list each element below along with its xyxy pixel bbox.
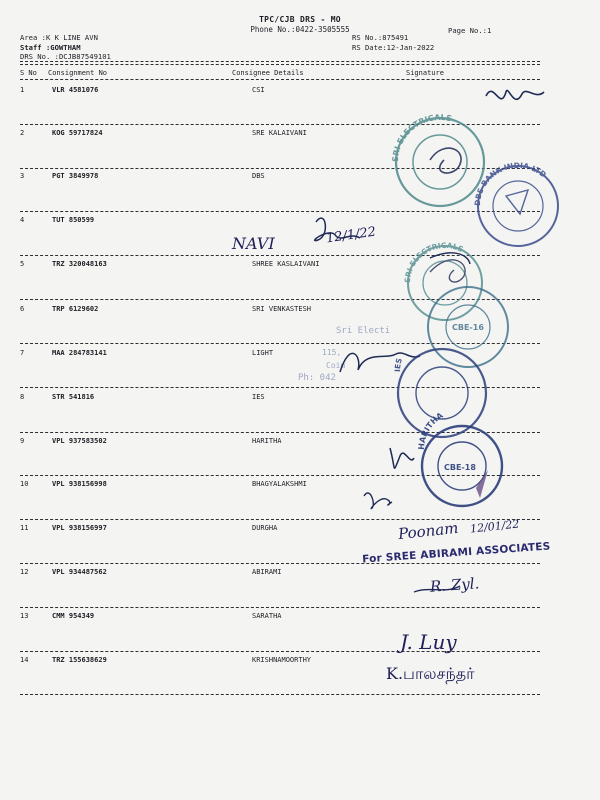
- stamp-text-electricals: SRI ELECTRICALS: [390, 112, 453, 163]
- rs-number-field: RS No.:875491: [352, 33, 409, 42]
- rs-date-field: RS Date:12-Jan-2022: [352, 42, 435, 52]
- row-consignment-number: VPL 938156998: [52, 480, 107, 488]
- bank-stamp: [473, 161, 558, 246]
- row-divider: [20, 343, 540, 344]
- row-divider: [20, 475, 540, 476]
- row-consignment-number: VPL 934487562: [52, 568, 107, 576]
- row-consignment-number: TRZ 155638629: [52, 656, 107, 664]
- svg-text:IES: IES: [392, 357, 404, 373]
- header-divider: [20, 61, 540, 62]
- row-divider: [20, 651, 540, 652]
- svg-text:115,: 115,: [322, 348, 342, 357]
- row-divider: [20, 299, 540, 300]
- stamp-text-haritha: HARITHA: [416, 410, 445, 451]
- sheet-title: TPC/CJB DRS - MO: [259, 15, 341, 24]
- row12-signature: R. Zyl.: [429, 574, 480, 596]
- area-field: Area :K K LINE AVN: [20, 33, 98, 42]
- row9-signature-mark: [390, 448, 414, 468]
- row-consignment-number: VPL 937583502: [52, 437, 107, 445]
- row-serial-number: 12: [20, 568, 29, 576]
- svg-text:Coim: Coim: [326, 361, 346, 370]
- row-consignee-name: KRISHNAMOORTHY: [252, 656, 312, 664]
- row-serial-number: 3: [20, 172, 25, 180]
- row-consignee-name: DBS: [252, 172, 265, 180]
- row-consignment-number: VPL 938156997: [52, 524, 107, 532]
- column-consignee: Consignee Details: [232, 69, 304, 77]
- row-serial-number: 13: [20, 612, 29, 620]
- sri-electricals-stamp-2: [403, 241, 482, 320]
- row-serial-number: 6: [20, 305, 25, 313]
- row-serial-number: 10: [20, 480, 29, 488]
- row-divider: [20, 124, 540, 125]
- row-divider: [20, 563, 540, 564]
- row-consignee-name: DURGHA: [252, 524, 278, 532]
- ies-stamp: [393, 349, 486, 437]
- svg-text:SRI ELECTRICALS: [391, 113, 453, 162]
- row-consignment-number: TRP 6129602: [52, 305, 99, 313]
- column-divider: [20, 79, 540, 80]
- row-consignee-name: SARATHA: [252, 612, 282, 620]
- row-serial-number: 8: [20, 393, 25, 401]
- row-divider: [20, 694, 540, 695]
- stamp-text-bank: DBS BANK INDIA LTD: [472, 160, 548, 207]
- row-serial-number: 14: [20, 656, 29, 664]
- row-consignment-number: MAA 284783141: [52, 349, 107, 357]
- row10-signature: [364, 493, 392, 509]
- page-number: Page No.:1: [448, 26, 492, 35]
- staff-field: [20, 43, 111, 53]
- abirami-associates-stamp: For SREE ABIRAMI ASSOCIATES: [361, 540, 551, 566]
- row-divider: [20, 519, 540, 520]
- row-consignment-number: KOG 59717824: [52, 129, 103, 137]
- row-serial-number: 7: [20, 349, 25, 357]
- row-consignee-name: HARITHA: [252, 437, 282, 445]
- row-divider: [20, 387, 540, 388]
- svg-text:Sri Electi: Sri Electi: [336, 326, 391, 336]
- row-serial-number: 5: [20, 260, 25, 268]
- row-divider: [20, 211, 540, 212]
- row11-date: 12/01/22: [469, 517, 520, 536]
- staff-value: Staff :GOWTHAM: [20, 42, 81, 52]
- svg-text:SRI ELECTRICALS: SRI ELECTRICALS: [402, 240, 465, 284]
- row-consignee-name: ABIRAMI: [252, 568, 282, 576]
- stamp-text-cbe-round: CBE-16: [452, 323, 484, 332]
- row-consignee-name: SHREE KASLAIVANI: [252, 260, 320, 268]
- row-consignee-name: LIGHT: [252, 349, 274, 357]
- row-divider: [20, 168, 540, 169]
- row-serial-number: 2: [20, 129, 25, 137]
- sri-electricals-stamp-1: [391, 113, 484, 206]
- column-consignment: Consignment No: [48, 69, 108, 77]
- row-consignee-name: BHAGYALAKSHMI: [252, 480, 307, 488]
- header-left-block: [20, 33, 111, 62]
- row-consignment-number: PGT 3849978: [52, 172, 99, 180]
- row-consignment-number: TRZ 320048163: [52, 260, 107, 268]
- row-divider: [20, 255, 540, 256]
- row14-name: K.பாலசந்தர்: [386, 664, 475, 683]
- row-consignee-name: IES: [252, 393, 265, 401]
- row-serial-number: 1: [20, 86, 25, 94]
- svg-text:HARITHA: [417, 410, 445, 450]
- row7-signature-mark: [340, 353, 420, 372]
- row-consignee-name: SRE KALAIVANI: [252, 129, 307, 137]
- row-consignment-number: TUT 850599: [52, 216, 95, 224]
- row-divider: [20, 607, 540, 608]
- row-consignment-number: CMM 954349: [52, 612, 95, 620]
- row11-signature: Poonam: [397, 518, 460, 544]
- row-consignment-number: STR 541816: [52, 393, 95, 401]
- svg-text:Ph: 042: Ph: 042: [298, 373, 336, 383]
- stamp-text-cbe18: CBE-18: [444, 463, 476, 472]
- row-consignment-number: VLR 4581076: [52, 86, 99, 94]
- phone-number: Phone No.:0422-3505555: [250, 25, 350, 34]
- row-consignee-name: SRI VENKASTESH: [252, 305, 312, 313]
- row1-signature: [486, 90, 544, 99]
- header-right-block: [352, 33, 434, 52]
- haritha-stamp: [417, 410, 502, 506]
- row-serial-number: 9: [20, 437, 25, 445]
- column-signature: Signature: [406, 69, 444, 77]
- light-stamp: [298, 326, 390, 383]
- handwritten-navi: NAVI: [232, 234, 275, 253]
- row14-signature: J. Luy: [400, 630, 457, 654]
- handwritten-date: 12/1/22: [325, 224, 377, 247]
- row-divider: [20, 432, 540, 433]
- header-divider-2: [20, 64, 540, 65]
- column-sno: S No: [20, 69, 37, 77]
- row-serial-number: 11: [20, 524, 29, 532]
- row-consignee-name: CSI: [252, 86, 265, 94]
- row-serial-number: 4: [20, 216, 25, 224]
- drs-number-field: DRS No. :DCJB87549101: [20, 52, 111, 61]
